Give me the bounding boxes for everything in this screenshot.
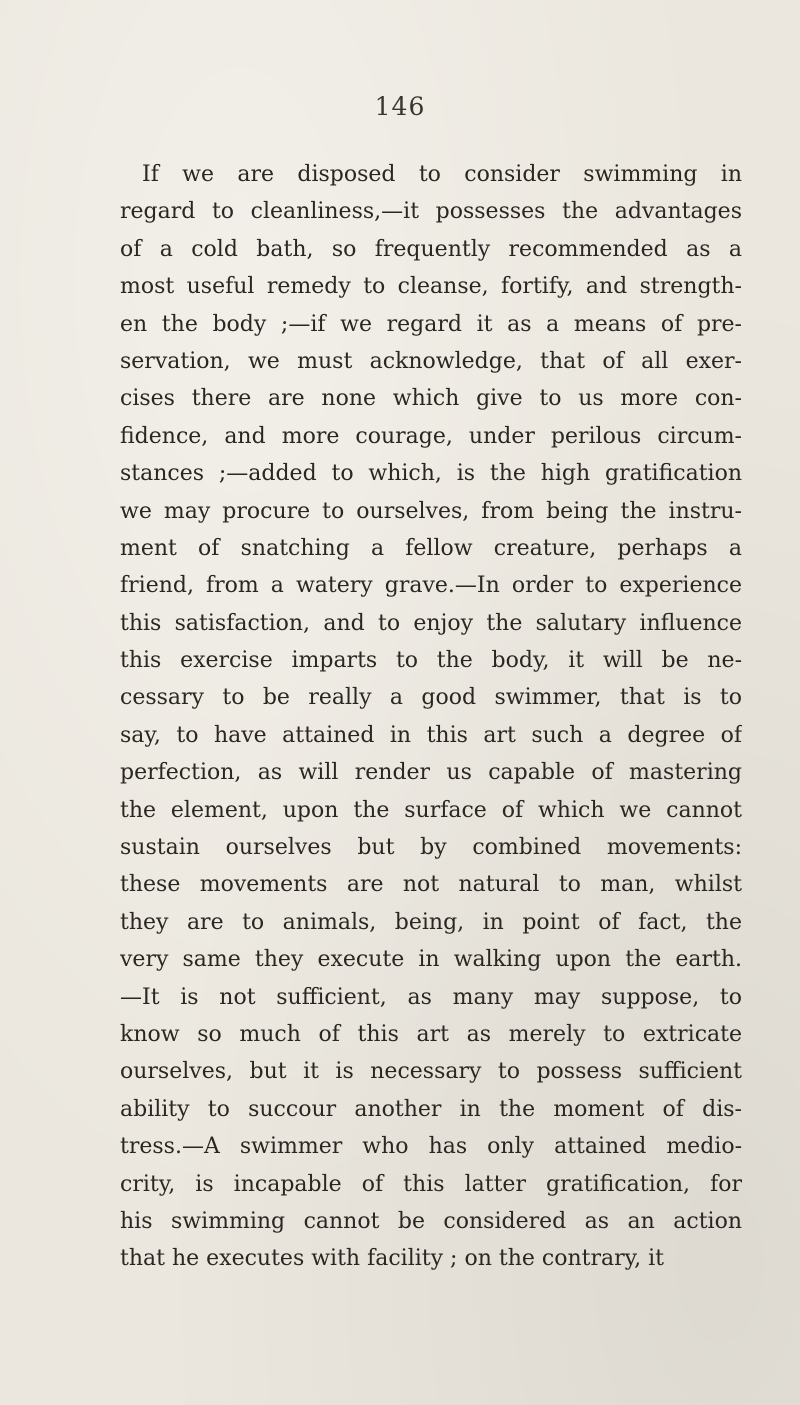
page-number: 146 [374, 92, 426, 121]
body-text [120, 156, 742, 1278]
text-line: ability to succour another in the moment of dis- [120, 1096, 742, 1122]
text-line: tress.—A swimmer who has only attained medio- [120, 1134, 742, 1160]
text-line: his swimming cannot be considered as an action [120, 1208, 742, 1234]
text-line: If we are disposed to consider swimming in [142, 162, 742, 187]
text-line: this satisfaction, and to enjoy the salutary influence [120, 610, 742, 636]
text-line: perfection, as will render us capable of mastering [120, 760, 742, 786]
text-line: stances ;—added to which, is the high gratification [120, 461, 742, 487]
text-line: this exercise imparts to the body, it will be ne- [120, 648, 742, 674]
text-line: servation, we must acknowledge, that of all exer- [120, 348, 742, 374]
text-line: that he executes with facility ; on the contrary, it [120, 1246, 664, 1272]
text-line: fidence, and more courage, under perilous circum- [120, 423, 742, 449]
text-line: crity, is incapable of this latter gratification, for [120, 1171, 742, 1197]
text-line: ment of snatching a fellow creature, perhaps a [120, 535, 742, 561]
text-line: we may procure to ourselves, from being the instru- [120, 498, 742, 524]
text-line: very same they execute in walking upon the earth. [120, 947, 742, 973]
text-line: regard to cleanliness,—it possesses the advantages [120, 199, 742, 225]
text-line: cessary to be really a good swimmer, that is to [120, 685, 742, 711]
text-line: ourselves, but it is necessary to possess sufficient [120, 1059, 742, 1085]
text-line: sustain ourselves but by combined movements: [120, 835, 742, 861]
text-line: friend, from a watery grave.—In order to experience [120, 573, 742, 599]
text-line: know so much of this art as merely to extricate [120, 1021, 742, 1047]
text-line: say, to have attained in this art such a degree of [120, 722, 742, 748]
text-line: of a cold bath, so frequently recommended as a [120, 236, 742, 262]
text-line: these movements are not natural to man, whilst [120, 872, 742, 898]
text-line: they are to animals, being, in point of fact, the [120, 909, 742, 935]
text-line: the element, upon the surface of which we cannot [120, 797, 742, 823]
text-line: cises there are none which give to us more con- [120, 386, 742, 412]
text-line: en the body ;—if we regard it as a means of pre- [120, 311, 742, 337]
text-line: —It is not sufficient, as many may suppose, to [120, 984, 742, 1010]
text-line: most useful remedy to cleanse, fortify, and strength- [120, 274, 742, 300]
